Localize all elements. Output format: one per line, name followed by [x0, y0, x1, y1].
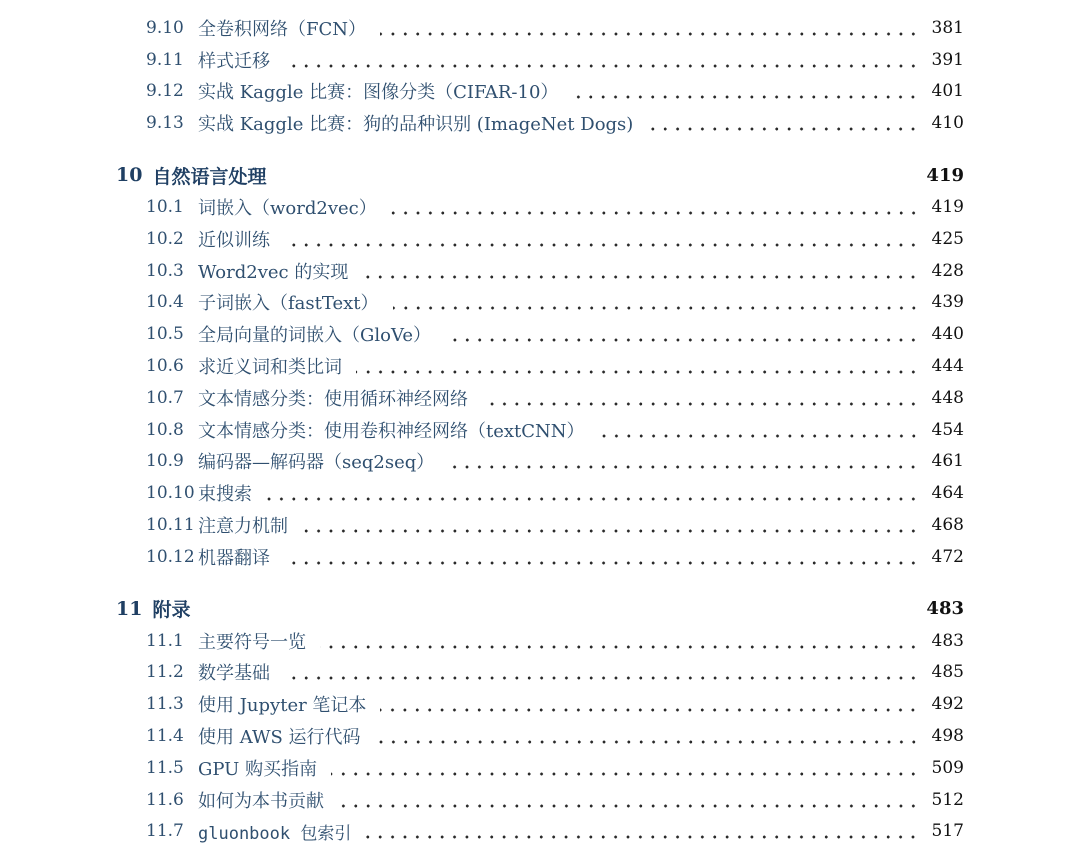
chapter-9-continued — [0, 12, 1080, 139]
toc-entry-9-10[interactable] — [146, 12, 964, 44]
entry-number: 10.12 — [146, 546, 195, 567]
entry-title: 如何为本书贡献 — [198, 790, 324, 812]
entry-number: 11.4 — [146, 726, 184, 747]
spacer — [0, 573, 1080, 593]
leader-dots — [482, 402, 920, 406]
toc-entry-10-7[interactable] — [146, 382, 964, 414]
entry-number: 10.6 — [146, 356, 184, 377]
entry-page: 448 — [931, 387, 964, 408]
entry-page: 483 — [931, 630, 964, 651]
entry-page: 512 — [931, 789, 964, 810]
leader-dots — [284, 676, 920, 680]
leader-dots — [572, 95, 919, 99]
entry-page: 454 — [931, 419, 964, 440]
entry-number: 9.13 — [146, 113, 184, 134]
leader-dots — [284, 64, 920, 68]
table-of-contents — [0, 12, 1080, 847]
leader-dots — [356, 370, 920, 374]
entry-title: 实战 Kaggle 比赛：图像分类（CIFAR-10） — [198, 82, 559, 104]
chapter-heading-10[interactable] — [116, 159, 964, 191]
toc-entry-9-11[interactable] — [146, 44, 964, 76]
leader-dots — [647, 127, 919, 131]
entry-page: 419 — [931, 197, 964, 218]
leader-dots — [380, 708, 919, 712]
entry-page: 381 — [931, 17, 964, 38]
entry-number: 9.12 — [146, 81, 184, 102]
entry-page: 461 — [931, 451, 964, 472]
leader-dots — [266, 497, 920, 501]
entry-page: 464 — [931, 483, 964, 504]
toc-entry-10-10[interactable] — [146, 477, 964, 509]
toc-entry-10-3[interactable] — [146, 255, 964, 287]
entry-page: 428 — [931, 260, 964, 281]
leader-dots — [391, 211, 920, 215]
toc-entry-10-11[interactable] — [146, 509, 964, 541]
leader-dots — [331, 772, 919, 776]
entry-page: 401 — [931, 81, 964, 102]
entry-page: 492 — [931, 694, 964, 715]
spacer — [0, 139, 1080, 159]
entry-title: 全局向量的词嵌入（GloVe） — [198, 325, 431, 347]
entry-page: 517 — [931, 821, 964, 842]
entry-title: 编码器—解码器（seq2seq） — [198, 452, 435, 474]
chapter-title: 附录 — [152, 599, 191, 622]
entry-number: 9.11 — [146, 49, 184, 70]
leader-dots — [338, 804, 920, 808]
entry-title: 近似训练 — [198, 229, 270, 251]
entry-page: 444 — [931, 356, 964, 377]
entry-number: 10.3 — [146, 260, 184, 281]
toc-entry-9-13[interactable] — [146, 107, 964, 139]
entry-title: 主要符号一览 — [198, 631, 306, 653]
chapter-number: 11 — [116, 597, 143, 620]
entry-title: 文本情感分类：使用卷积神经网络（textCNN） — [198, 420, 585, 442]
entry-title: 子词嵌入（fastText） — [198, 293, 379, 315]
chapter-11 — [0, 593, 1080, 848]
entry-number: 11.5 — [146, 757, 184, 778]
entry-title: 数学基础 — [198, 663, 270, 685]
entry-title: 使用 AWS 运行代码 — [198, 727, 361, 749]
entry-number: 10.5 — [146, 324, 184, 345]
toc-entry-10-1[interactable] — [146, 191, 964, 223]
toc-entry-11-1[interactable] — [146, 625, 964, 657]
entry-title: GPU 购买指南 — [198, 758, 318, 780]
leader-dots — [380, 32, 920, 36]
entry-number: 10.1 — [146, 197, 184, 218]
chapter-10 — [0, 159, 1080, 573]
toc-entry-10-4[interactable] — [146, 287, 964, 319]
entry-title: 实战 Kaggle 比赛：狗的品种识别 (ImageNet Dogs) — [198, 114, 634, 136]
entry-number: 10.9 — [146, 451, 184, 472]
entry-page: 509 — [931, 757, 964, 778]
toc-entry-9-12[interactable] — [146, 76, 964, 108]
entry-number: 11.1 — [146, 630, 184, 651]
entry-number: 10.10 — [146, 483, 195, 504]
entry-title: 样式迁移 — [198, 50, 270, 72]
chapter-number: 10 — [116, 164, 143, 187]
leader-dots — [320, 645, 920, 649]
toc-entry-10-8[interactable] — [146, 414, 964, 446]
entry-page: 410 — [931, 113, 964, 134]
toc-entry-11-2[interactable] — [146, 657, 964, 689]
entry-number: 10.2 — [146, 228, 184, 249]
entry-title: Word2vec 的实现 — [198, 261, 349, 283]
entry-title: gluonbook 包索引 — [198, 823, 352, 844]
chapter-page: 419 — [926, 164, 964, 186]
entry-page: 472 — [931, 546, 964, 567]
entry-page: 391 — [931, 49, 964, 70]
entry-title: 全卷积网络（FCN） — [198, 18, 367, 40]
toc-entry-10-12[interactable] — [146, 541, 964, 573]
leader-dots — [365, 835, 919, 839]
entry-number: 9.10 — [146, 17, 184, 38]
leader-dots — [448, 465, 919, 469]
entry-page: 440 — [931, 324, 964, 345]
leader-dots — [393, 306, 920, 310]
entry-title: 使用 Jupyter 笔记本 — [198, 695, 367, 717]
entry-number: 11.3 — [146, 694, 184, 715]
toc-entry-11-5[interactable] — [146, 752, 964, 784]
entry-number: 11.2 — [146, 662, 184, 683]
entry-page: 468 — [931, 515, 964, 536]
entry-title: 注意力机制 — [198, 516, 288, 538]
toc-entry-10-6[interactable] — [146, 350, 964, 382]
leader-dots — [284, 243, 920, 247]
entry-title: 文本情感分类：使用循环神经网络 — [198, 388, 468, 410]
leader-dots — [284, 561, 920, 565]
entry-title: 词嵌入（word2vec） — [198, 198, 377, 220]
toc-entry-11-3[interactable] — [146, 688, 964, 720]
entry-title: 束搜索 — [198, 484, 252, 506]
entry-page: 498 — [931, 726, 964, 747]
entry-page: 439 — [931, 292, 964, 313]
leader-dots — [302, 529, 920, 533]
toc-entry-10-2[interactable] — [146, 223, 964, 255]
chapter-page: 483 — [926, 598, 964, 620]
toc-entry-11-6[interactable] — [146, 784, 964, 816]
leader-dots — [599, 434, 920, 438]
entry-number: 10.11 — [146, 515, 195, 536]
chapter-title: 自然语言处理 — [152, 165, 267, 188]
entry-number: 11.7 — [146, 821, 184, 842]
entry-title: 机器翻译 — [198, 547, 270, 569]
leader-dots — [362, 275, 919, 279]
entry-page: 425 — [931, 228, 964, 249]
entry-number: 10.8 — [146, 419, 184, 440]
entry-title: 求近义词和类比词 — [198, 357, 342, 379]
entry-number: 10.7 — [146, 387, 184, 408]
toc-entry-10-9[interactable] — [146, 446, 964, 478]
toc-entry-11-4[interactable] — [146, 720, 964, 752]
chapter-heading-11[interactable] — [116, 593, 964, 625]
toc-entry-11-7[interactable] — [146, 816, 964, 848]
toc-entry-10-5[interactable] — [146, 318, 964, 350]
entry-number: 11.6 — [146, 789, 184, 810]
leader-dots — [375, 740, 920, 744]
leader-dots — [445, 338, 920, 342]
entry-page: 485 — [931, 662, 964, 683]
entry-number: 10.4 — [146, 292, 184, 313]
